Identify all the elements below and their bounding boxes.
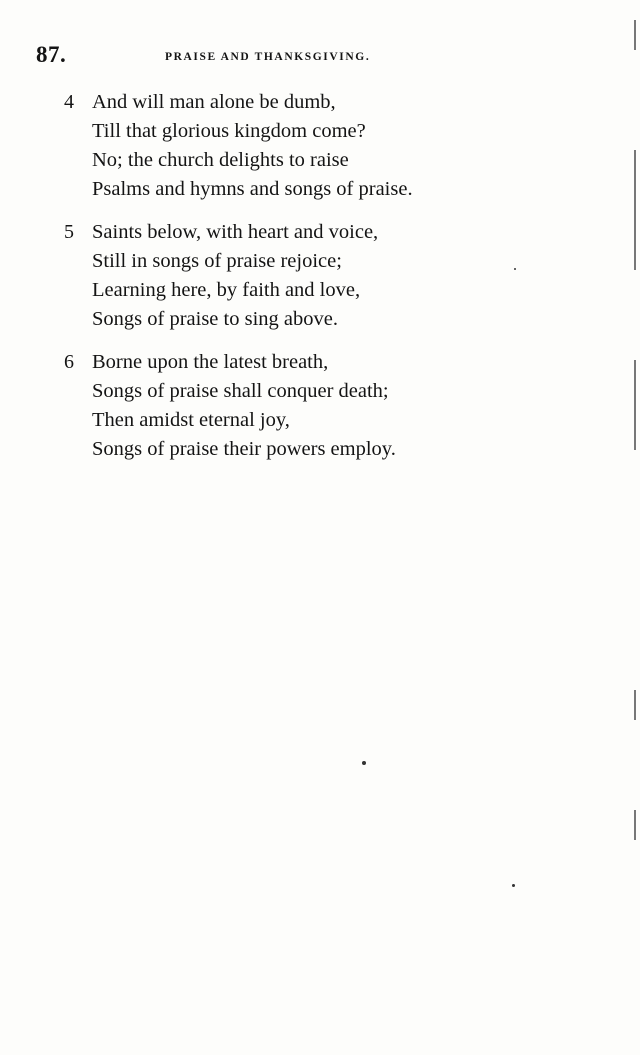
verse-line: No; the church delights to raise xyxy=(92,149,349,171)
stanza-4 xyxy=(64,88,584,204)
verse-line: Till that glorious kingdom come? xyxy=(92,120,366,142)
scan-speck xyxy=(362,761,366,765)
verse-line: Songs of praise to sing above. xyxy=(92,308,338,330)
verse-line: Then amidst eternal joy, xyxy=(92,409,290,431)
verse-line: And will man alone be dumb, xyxy=(92,91,336,113)
stanza-number: 5 xyxy=(64,221,74,243)
page-edge-mark xyxy=(634,150,636,270)
section-title: PRAISE AND THANKSGIVING. xyxy=(165,51,371,63)
verse-line: Songs of praise their powers employ. xyxy=(92,438,396,460)
stanza-5 xyxy=(64,218,584,334)
verse-line: Still in songs of praise rejoice; xyxy=(92,250,342,272)
page-number: 87. xyxy=(36,42,67,67)
verse-line: Borne upon the latest breath, xyxy=(92,351,329,373)
page-edge-mark xyxy=(634,690,636,720)
verse-line: Songs of praise shall conquer death; xyxy=(92,380,389,402)
running-head xyxy=(0,42,640,72)
hymn-text xyxy=(64,88,584,478)
page-edge-mark xyxy=(634,810,636,840)
stanza-6 xyxy=(64,348,584,464)
stanza-number: 4 xyxy=(64,91,74,113)
verse-line: Learning here, by faith and love, xyxy=(92,279,361,301)
page-edge-mark xyxy=(634,360,636,450)
verse-line: Saints below, with heart and voice, xyxy=(92,221,379,243)
stanza-number: 6 xyxy=(64,351,74,373)
verse-line: Psalms and hymns and songs of praise. xyxy=(92,178,413,200)
scan-speck xyxy=(514,268,516,270)
page-edge-mark xyxy=(634,20,636,50)
scan-speck xyxy=(512,884,515,887)
